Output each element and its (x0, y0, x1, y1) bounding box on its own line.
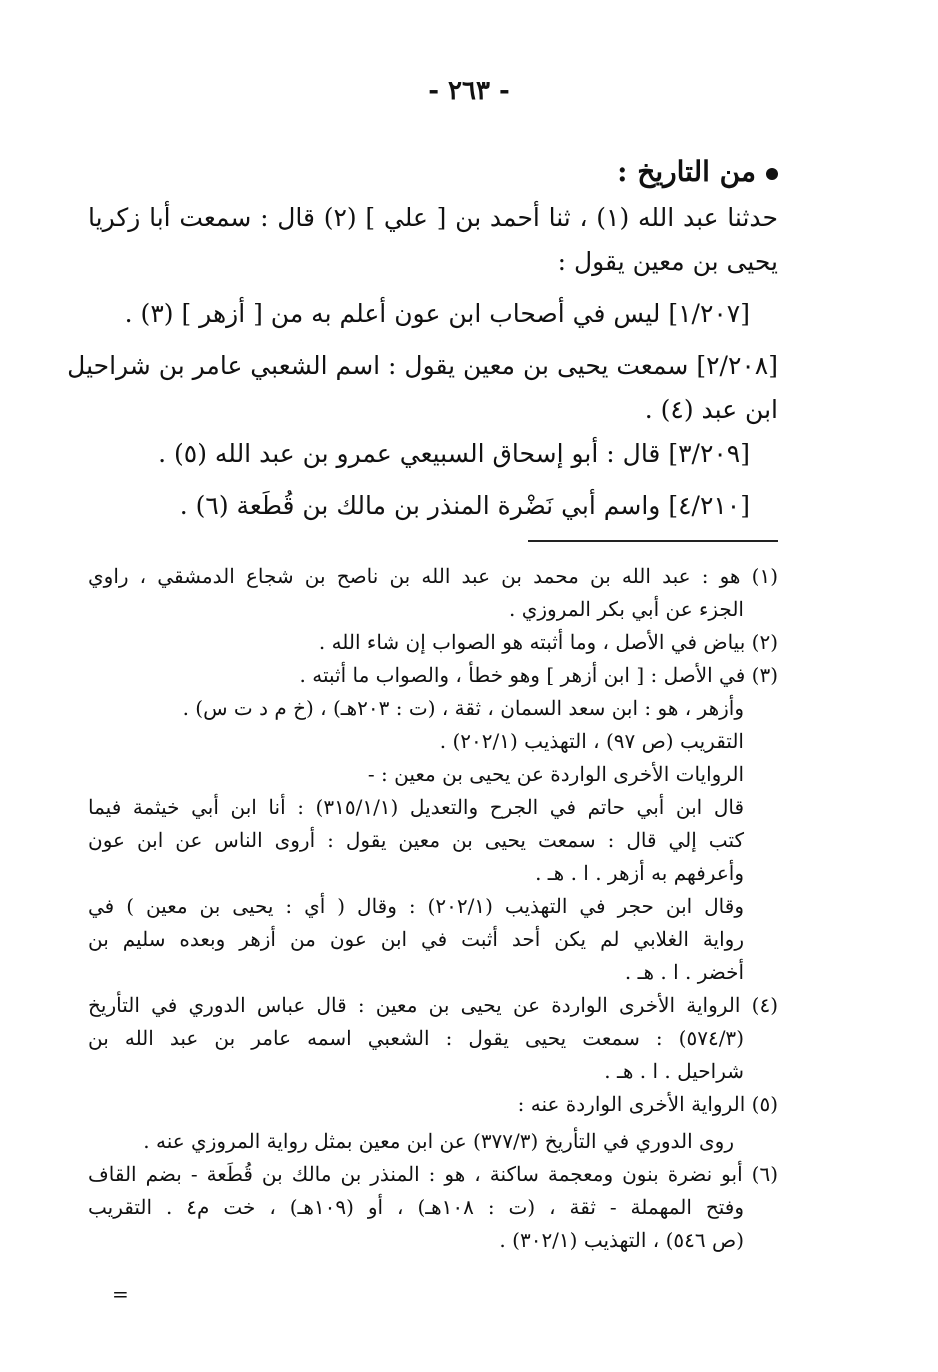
footnote-line: (٢) بياض في الأصل ، وما أثبته هو الصواب إن شاء الله . (318, 630, 778, 654)
footnotes (88, 560, 778, 1257)
footnote-line: الروايات الأخرى الواردة عن يحيى بن معين : - (367, 762, 744, 786)
footnote-line: وقال ابن حجر في التهذيب (٢٠٢/١) : وقال ( أي : يحيى بن معين ) في (88, 894, 744, 918)
footnote-line: قال ابن أبي حاتم في الجرح والتعديل (٣١٥/١/١) : أنا ابن أبي خيثمة فيما (88, 795, 745, 819)
main-line: [٤/٢١٠] واسم أبي نَضْرة المنذر بن مالك بن قُطَعة (٦) . (179, 491, 750, 520)
footnote-line: (٣) في الأصل : [ ابن أزهر ] وهو خطأ ، والصواب ما أثبته . (299, 663, 778, 687)
section-heading (88, 148, 778, 196)
footnote-line: التقريب (ص ٩٧) ، التهذيب (٢٠٢/١) . (439, 729, 744, 753)
footnote-line: الجزء عن أبي بكر المروزي . (509, 597, 744, 621)
continuation-mark: = (112, 1282, 129, 1306)
main-line: حدثنا عبد الله (١) ، ثنا أحمد بن [ علي ] (٢) قال : سمعت أبا زكريا (88, 203, 778, 232)
footnote-line: وأزهر ، هو : ابن سعد السمان ، ثقة ، (ت : ٢٠٣هـ) ، (خ م د ت س) . (182, 696, 744, 720)
footnote-line: (ص ٥٤٦) ، التهذيب (٣٠٢/١) . (499, 1228, 744, 1252)
section-heading-text: من التاريخ : (617, 155, 756, 188)
main-line: [٣/٢٠٩] قال : أبو إسحاق السبيعي عمرو بن عبد الله (٥) . (158, 439, 750, 468)
main-line: ابن عبد (٤) . (644, 395, 778, 424)
footnote-separator (528, 540, 778, 542)
main-line: [١/٢٠٧] ليس في أصحاب ابن عون أعلم به من [ أزهر ] (٣) . (124, 299, 750, 328)
main-line: [٢/٢٠٨] سمعت يحيى بن معين يقول : اسم الشعبي عامر بن شراحيل (67, 351, 778, 380)
footnote-line: (١) هو : عبد الله بن محمد بن عبد الله بن ناصح بن شجاع الدمشقي ، راوي (88, 564, 778, 588)
footnote-line: رواية الغلابي لم يكن أحد أثبت في ابن عون من أزهر وبعده سليم بن (88, 927, 744, 951)
footnote-line: كتب إلي قال : سمعت يحيى بن معين يقول : أروى الناس عن ابن عون (88, 828, 744, 852)
main-text (67, 148, 778, 528)
page-number: - ٢٦٣ - (428, 76, 510, 106)
footnote-line: (٥) الرواية الأخرى الواردة عنه : (517, 1092, 778, 1116)
footnote-line: شراحيل . ا . هـ . (604, 1059, 744, 1083)
footnote-line: (٤) الرواية الأخرى الواردة عن يحيى بن معين : قال عباس الدوري في التأريخ (88, 993, 778, 1017)
footnote-line: (٦) أبو نضرة بنون ومعجمة ساكنة ، هو : المنذر بن مالك بن قُطَعة - بضم القاف (88, 1162, 778, 1186)
main-line: يحيى بن معين يقول : (557, 247, 778, 276)
footnote-line: وفتح المهملة - ثقة ، (ت : ١٠٨هـ) ، أو (١٠٩هـ) ، خت م٤ . التقريب (88, 1195, 744, 1219)
footnote-line: (٥٧٤/٣) : سمعت يحيى يقول : الشعبي اسمه عامر بن عبد الله بن (88, 1026, 744, 1050)
bullet-icon (766, 168, 778, 180)
footnote-line: وأعرفهم به أزهر . ا . هـ . (535, 861, 744, 885)
footnote-line: أخضر . ا . هـ . (624, 960, 744, 984)
footnote-line: روى الدوري في التأريخ (٣٧٧/٣) عن ابن معين بمثل رواية المروزي عنه . (143, 1129, 734, 1153)
